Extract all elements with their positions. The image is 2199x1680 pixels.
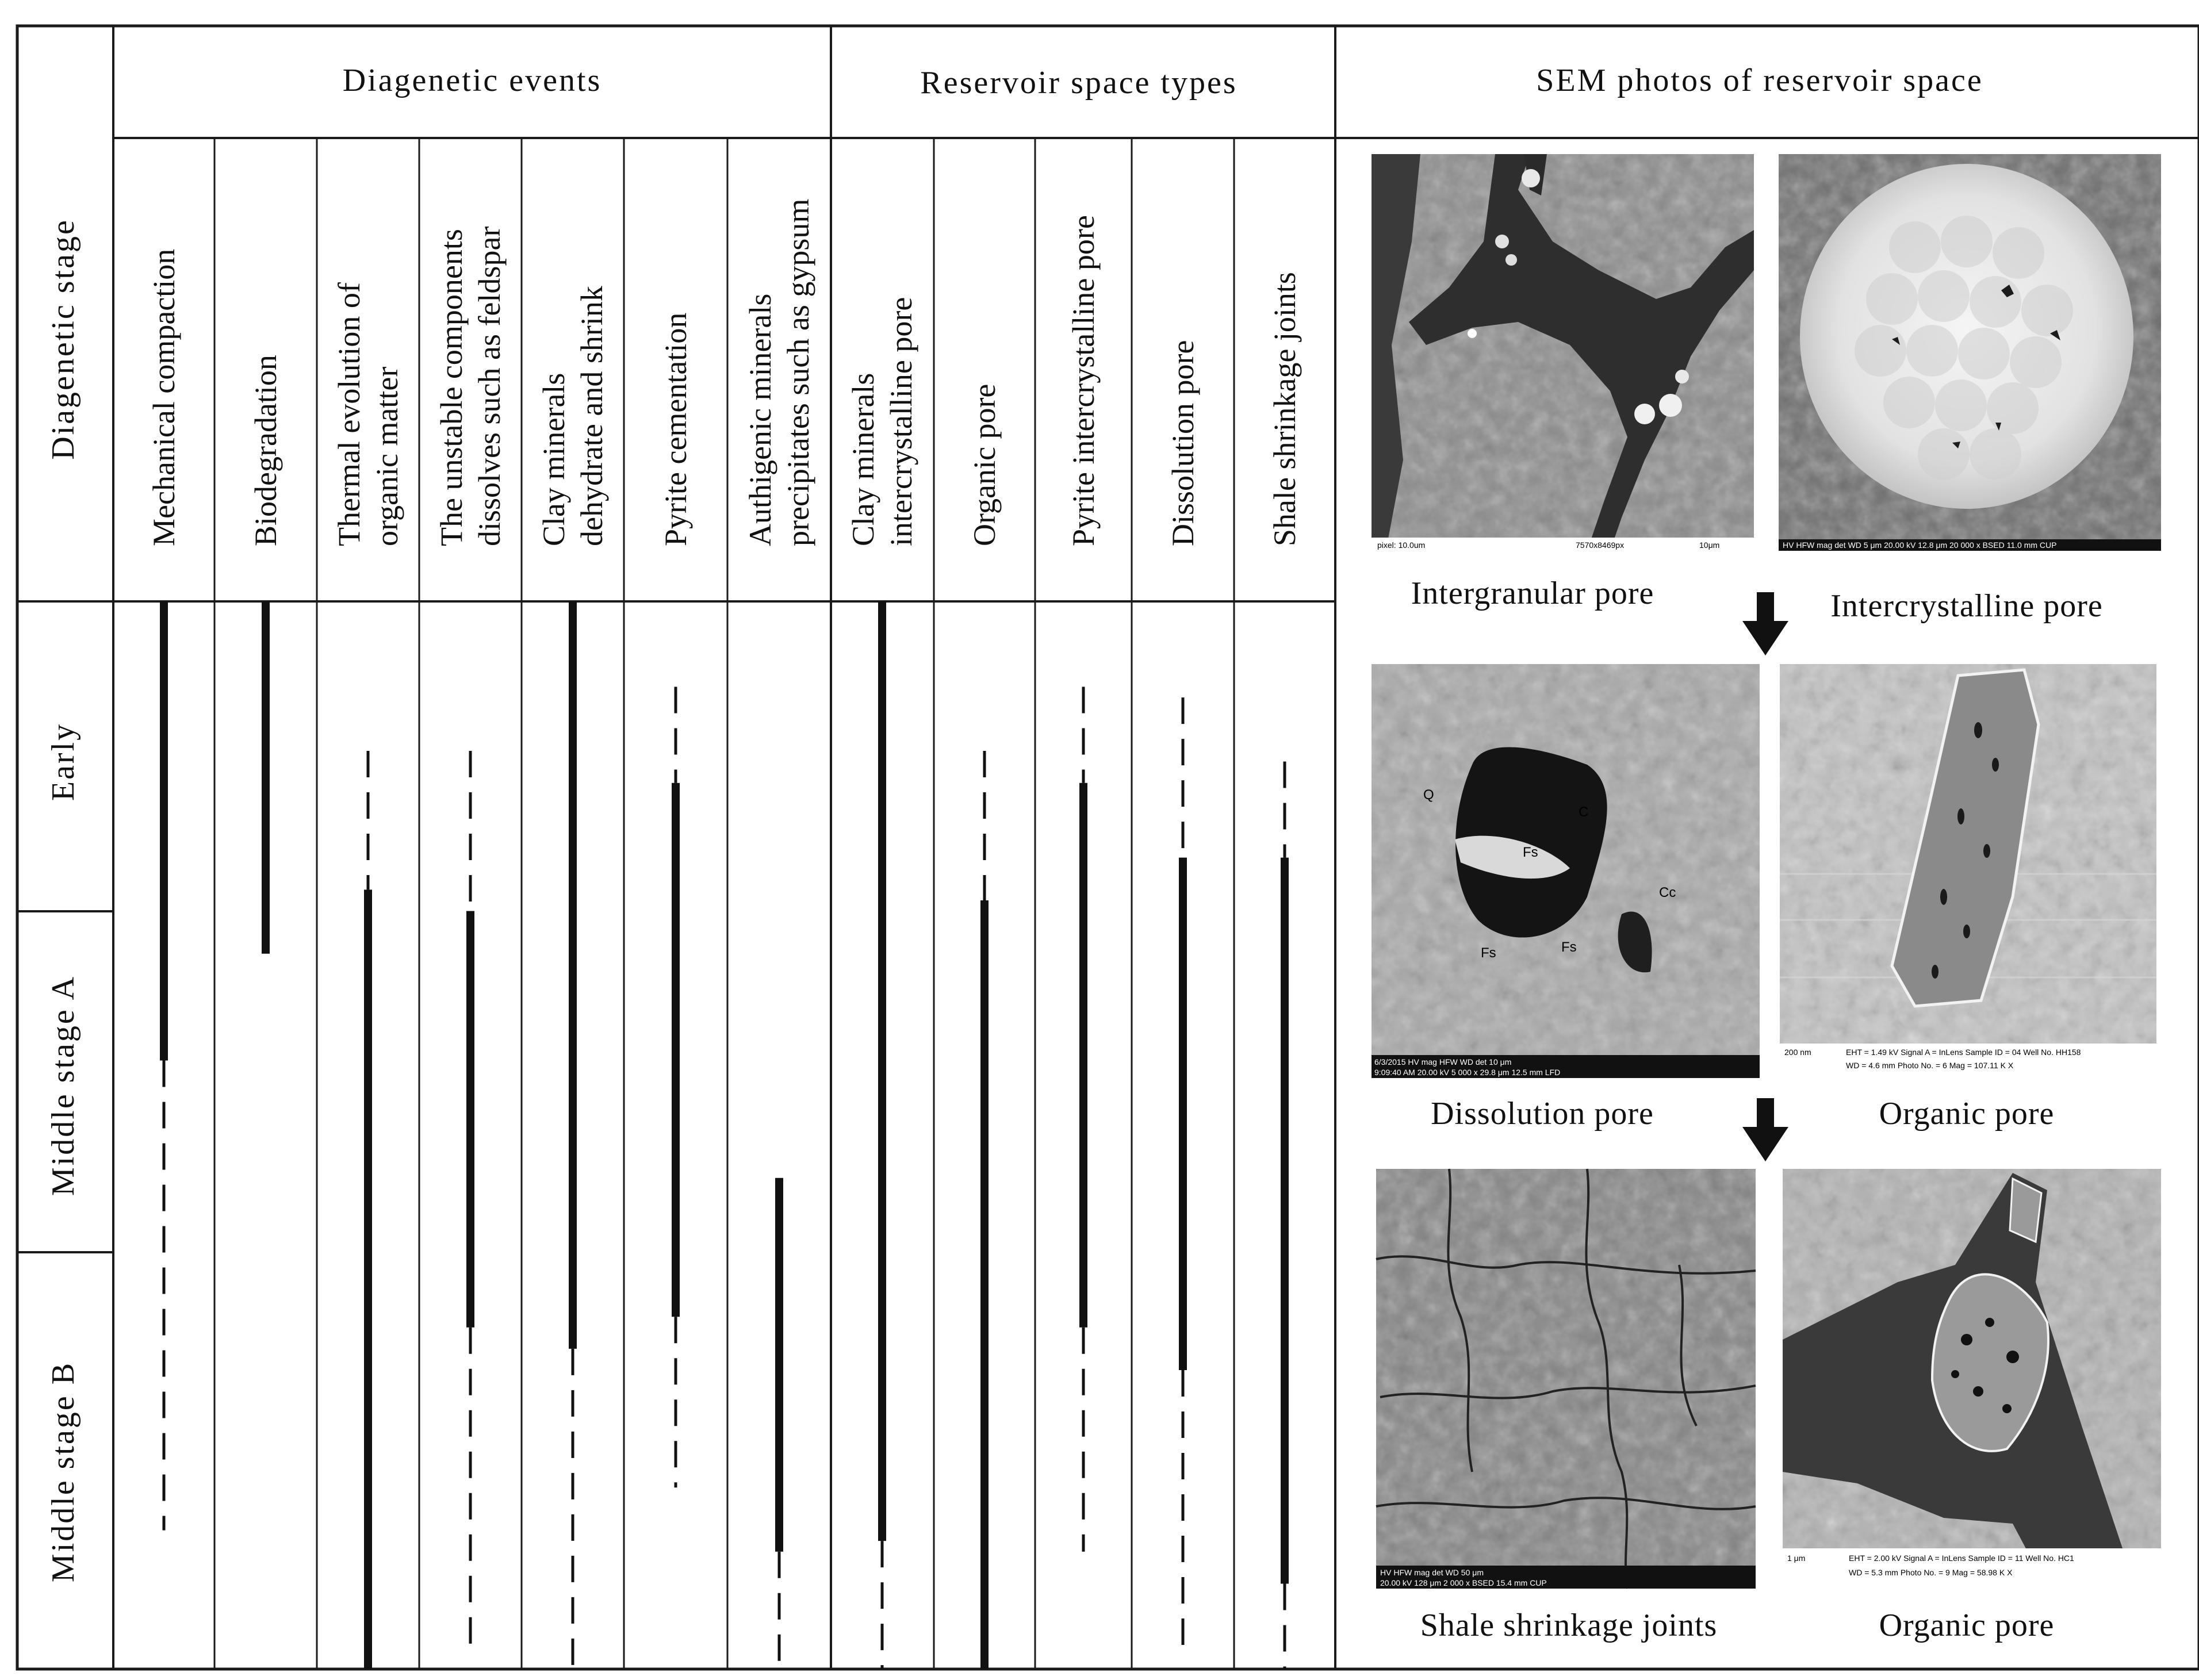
svg-text:7570x8469px: 7570x8469px [1576, 540, 1625, 550]
diagenetic-events-header: Diagenetic events [342, 63, 602, 98]
stage-label-early: Early [45, 722, 81, 801]
column-header-line: Organic pore [967, 383, 1002, 546]
column-headers [147, 199, 1302, 546]
column-header-line: precipitates such as gypsum [781, 198, 815, 546]
sem-photo-organic-2 [1783, 1169, 2161, 1589]
sem-photo-panel [1371, 154, 2161, 1643]
photo-label-fs-1: Fs [1523, 845, 1538, 860]
svg-text:WD = 4.6 mm Photo No. = 6: WD = 4.6 mm Photo No. = 6 Mag = 107.11 K X [1846, 1061, 2014, 1070]
column-header-line: organic matter [370, 366, 404, 546]
column-header-line: dissolves such as feldspar [472, 226, 507, 546]
svg-text:200 nm: 200 nm [1784, 1048, 1811, 1057]
column-header-line: Pyrite intercrystalline pore [1066, 215, 1101, 546]
sem-photo-intercrystalline [1779, 154, 2161, 551]
svg-text:10μm: 10μm [1699, 540, 1720, 550]
svg-text:HV HFW mag det WD: HV HFW mag det WD 50 μm [1380, 1568, 1484, 1577]
svg-text:20.00 kV 128 μm 2 000 x BSED 1: 20.00 kV 128 μm 2 000 x BSED 15.4 mm CUP [1380, 1578, 1547, 1587]
sem-photos-header: SEM photos of reservoir space [1536, 63, 1983, 98]
svg-text:WD = 5.3 mm Photo No. = 9: WD = 5.3 mm Photo No. = 9 Mag = 58.98 K X [1849, 1568, 2013, 1577]
column-header-line: Clay minerals [846, 373, 880, 546]
column-header-line: Thermal evolution of [332, 282, 366, 546]
column-header-line: Mechanical compaction [147, 248, 181, 546]
stage-label-middle-b: Middle stage B [45, 1361, 81, 1583]
event-bars [164, 601, 1285, 1669]
svg-text:HV HFW mag det WD 5 μm: HV HFW mag det WD 5 μm 20.00 kV 12.8 μm 20 000 x BSED 11.0 mm CUP [1783, 540, 2057, 550]
column-header-line: Pyrite cementation [658, 312, 693, 546]
photo-caption-organic-1: Organic pore [1879, 1096, 2055, 1131]
photo-label-fs-2: Fs [1481, 945, 1496, 961]
svg-text:9:09:40 AM 20.00 kV 5 000 x 29: 9:09:40 AM 20.00 kV 5 000 x 29.8 μm 12.5 mm LFD [1374, 1068, 1561, 1077]
photo-caption-intergranular: Intergranular pore [1411, 576, 1654, 611]
svg-text:1 μm: 1 μm [1787, 1554, 1806, 1563]
photo-caption-shrinkage: Shale shrinkage joints [1420, 1608, 1718, 1643]
photo-label-fs-3: Fs [1561, 939, 1577, 955]
svg-text:EHT = 1.49 kV Signal A = InL: EHT = 1.49 kV Signal A = InLens Sample ID = 04 Well No. HH158 [1846, 1048, 2081, 1057]
photo-label-c: C [1579, 804, 1589, 820]
sem-photo-shrinkage [1376, 1169, 1756, 1589]
down-arrow-icon [1742, 1098, 1788, 1161]
diagenetic-stage-header: Diagenetic stage [45, 218, 81, 460]
photo-label-cc: Cc [1659, 885, 1676, 900]
down-arrow-icon [1742, 592, 1788, 655]
reservoir-space-types-header: Reservoir space types [920, 65, 1238, 101]
column-header-line: dehydrate and shrink [574, 286, 609, 546]
column-header-line: Dissolution pore [1166, 340, 1200, 546]
column-header-line: Shale shrinkage joints [1267, 272, 1302, 546]
stage-label-middle-a: Middle stage A [45, 975, 81, 1196]
sem-photo-intergranular [1371, 154, 1754, 551]
photo-caption-organic-2: Organic pore [1879, 1608, 2055, 1643]
column-header-line: The unstable components [434, 229, 469, 546]
column-header-line: Biodegradation [248, 355, 283, 546]
photo-caption-intercrystalline: Intercrystalline pore [1830, 588, 2103, 624]
column-header-line: Authigenic minerals [743, 293, 777, 546]
svg-text:pixel: 10.0um: pixel: 10.0um [1377, 540, 1426, 550]
photo-caption-dissolution: Dissolution pore [1431, 1096, 1654, 1131]
sem-photo-organic-1 [1780, 664, 2156, 1078]
photo-label-q: Q [1423, 787, 1434, 803]
svg-text:EHT = 2.00 kV Signal A = InL: EHT = 2.00 kV Signal A = InLens Sample ID = 11 Well No. HC1 [1849, 1554, 2074, 1563]
column-header-line: Clay minerals [537, 373, 571, 546]
svg-text:6/3/2015 HV mag HFW WD d: 6/3/2015 HV mag HFW WD det 10 μm [1374, 1057, 1512, 1067]
sem-photo-dissolution [1371, 664, 1760, 1078]
column-header-line: intercrystalline pore [884, 297, 918, 546]
